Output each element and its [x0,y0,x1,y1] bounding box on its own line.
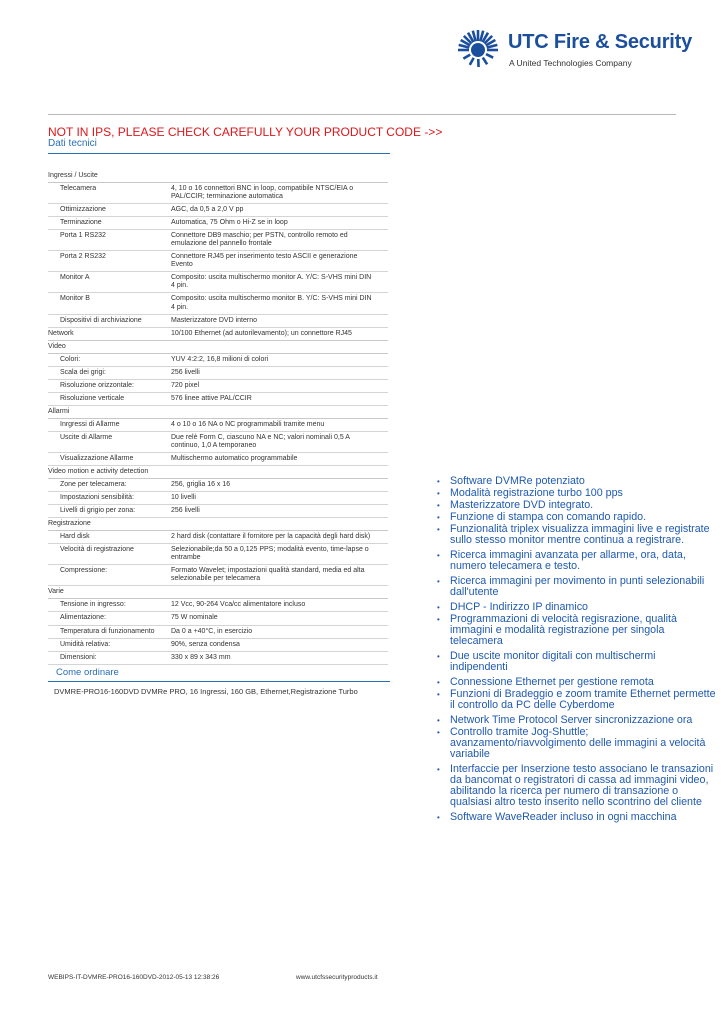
spec-value: 256, griglia 16 x 16 [171,481,231,489]
spec-value: AGC, da 0,5 a 2,0 V pp [171,206,244,214]
spec-row [48,419,388,432]
spec-label: Inrgressi di Allarme [60,420,120,428]
feature-text: Programmazioni di velocità regisrazione, qualità immagini e modalità registrazione per singola telecamera [450,613,677,647]
spec-row [48,505,388,518]
company-logo [456,26,693,72]
spec-value: 330 x 89 x 343 mm [171,653,231,661]
spec-value: 75 W nominale [171,614,218,622]
feature-text: Connessione Ethernet per gestione remota [450,676,654,688]
bullet-icon: • [437,525,440,534]
spec-group-title: Video [48,341,388,354]
spec-label: Visualizzazione Allarme [60,454,134,462]
spec-value: 10 livelli [171,494,196,502]
spec-row [48,626,388,639]
spec-value: Connettore RJ45 per inserimento testo ASCII e generazione Evento [171,253,358,269]
bullet-icon: • [437,603,440,612]
product-code-warning: NOT IN IPS, PLEASE CHECK CAREFULLY YOUR PRODUCT CODE ->> [48,125,443,139]
ordering-description: DVMRe PRO, 16 Ingressi, 160 GB, Ethernet,Registrazione Turbo [141,687,358,696]
footer-document-id: WEBIPS-IT-DVMRE-PRO16-160DVD-2012-05-13 12:38:26 [48,974,220,981]
feature-item [434,614,716,647]
spec-value: 720 pixel [171,381,200,389]
spec-label: Zone per telecamera: [60,481,127,489]
header-divider [48,114,676,115]
spec-label: Ottimizzazione [60,206,106,214]
spec-row [48,293,388,314]
spec-row [48,354,388,367]
spec-value: Composito: uscita multischermo monitor B. Y/C: S-VHS mini DIN 4 pin. [171,295,372,311]
bullet-icon: • [437,765,440,774]
spec-label: Risoluzione orizzontale: [60,381,134,389]
spec-row [48,565,388,586]
spec-value: 12 Vcc, 90-264 Vca/cc alimentatore incluso [171,601,306,609]
spec-label: Dispositivi di archiviazione [60,316,142,324]
spec-label: Compressione: [60,567,108,575]
spec-row [48,367,388,380]
ordering-code: DVMRE-PRO16-160DVD [54,687,140,696]
spec-value: 90%, senza condensa [171,640,240,648]
spec-group-title: Ingressi / Uscite [48,170,388,183]
ordering-divider [48,681,390,682]
feature-text: Software WaveReader incluso in ogni macchina [450,811,677,823]
spec-value: 4, 10 o 16 connettori BNC in loop, compatibile NTSC/EIA o PAL/CCIR; terminazione automatica [171,185,354,201]
bullet-icon: • [437,690,440,699]
spec-label: Alimentazione: [60,614,106,622]
spec-value: YUV 4:2:2, 16,8 milioni di colori [171,355,269,363]
spec-value: 256 livelli [171,507,200,515]
feature-text: Controllo tramite Jog-Shuttle; avanzamento/riavvolgimento delle immagini a velocità variabile [450,726,706,760]
spec-row-network [48,328,388,341]
feature-text: DHCP - Indirizzo IP dinamico [450,601,588,613]
feature-item [434,689,716,711]
brand-tagline: A United Technologies Company [509,58,632,68]
spec-value: Due relè Form C, ciascuno NA e NC; valori nominali 0,5 A continuo, 1,0 A temporaneo [171,433,350,449]
emblem-ray [486,54,493,58]
spec-group-title: Varie [48,586,388,599]
brand-name: UTC Fire & Security [508,31,693,53]
spec-label: Velocità di registrazione [60,546,134,554]
spec-label: Scala dei grigi: [60,368,106,376]
feature-text: Modalità registrazione turbo 100 pps [450,487,623,499]
ordering-title: Come ordinare [56,667,119,678]
spec-row [48,432,388,453]
feature-text: Network Time Protocol Server sincronizzazione ora [450,714,693,726]
bullet-icon: • [437,577,440,586]
spec-value: Automatica, 75 Ohm o Hi-Z se in loop [171,219,288,227]
spec-label: Telecamera [60,185,97,192]
feature-item [434,476,716,487]
bullet-icon: • [437,477,440,486]
spec-group-title: Network [48,329,74,337]
bullet-icon: • [437,678,440,687]
spec-label: Porta 2 RS232 [60,253,106,261]
feature-list [434,476,716,824]
spec-label: Porta 1 RS232 [60,232,106,240]
feature-item [434,576,716,598]
feature-item [434,602,716,613]
feature-item [434,715,716,726]
spec-label: Terminazione [60,219,102,227]
feature-item [434,651,716,673]
spec-row [48,544,388,565]
spec-label: Temperatura di funzionamento [60,627,155,635]
spec-row [48,204,388,217]
spec-group-title: Allarmi [48,406,388,419]
feature-item [434,524,716,546]
spec-row [48,217,388,230]
spec-label: Risoluzione verticale [60,394,125,402]
spec-value: 576 linee attive PAL/CCIR [171,394,252,402]
feature-item [434,812,716,823]
spec-row [48,393,388,406]
spec-value: 4 o 10 o 16 NA o NC programmabili tramite menu [171,420,325,428]
bullet-icon: • [437,489,440,498]
feature-text: Interfaccie per Inserzione testo associano le transazioni da bancomat o registratori di cassa ad immagini video, abilitando la ricerca per numero di transazione o qualsiasi altro testo inserito nello scontrino del cliente [450,763,714,808]
bullet-icon: • [437,728,440,737]
spec-value: Formato Wavelet; impostazioni qualità standard, media ed alta selezionabile per telecamera [171,567,365,583]
feature-text: Funzione di stampa con comando rapido. [450,511,647,523]
feature-text: Funzionalità triplex visualizza immagini live e registrate sullo stesso monitor mentre continua a registrare. [450,523,710,546]
spec-label: Tensione in ingresso: [60,601,126,609]
spec-row [48,183,388,204]
spec-label: Umidità relativa: [60,640,111,648]
feature-item [434,512,716,523]
spec-row [48,612,388,625]
spec-group-title: Registrazione [48,518,388,531]
spec-row [48,380,388,393]
spec-row [48,599,388,612]
bullet-icon: • [437,716,440,725]
feature-text: Ricerca immagini avanzata per allarme, ora, data, numero telecamera e testo. [450,549,686,572]
spec-label: Impostazioni sensibilità: [60,494,134,502]
feature-item [434,677,716,688]
spec-row [48,453,388,466]
spec-value: 2 hard disk (contattare il fornitore per la capacità degli hard disk) [171,533,371,541]
spec-label: Dimensioni: [60,653,97,661]
bullet-icon: • [437,615,440,624]
spec-label: Uscite di Allarme [60,433,113,441]
emblem-ray [470,58,474,65]
feature-text: Masterizzatore DVD integrato. [450,499,594,511]
feature-item [434,500,716,511]
spec-label: Livelli di grigio per zona: [60,507,136,515]
spec-value: Selezionabile;da 50 a 0,125 PPS; modalità evento, time-lapse o entrambe [171,546,369,562]
bullet-icon: • [437,513,440,522]
feature-text: Software DVMRe potenziato [450,475,585,487]
feature-item [434,550,716,572]
bullet-icon: • [437,501,440,510]
feature-text: Ricerca immagini per movimento in punti selezionabili dall'utente [450,575,705,598]
spec-row [48,230,388,251]
spec-row [48,315,388,328]
spec-row [48,492,388,505]
emblem-ray [463,55,470,59]
emblem-ray [483,58,487,65]
spec-group-title: Video motion e activity detection [48,466,388,479]
spec-value: Da 0 a +40°C, in esercizio [171,627,253,635]
bullet-icon: • [437,551,440,560]
spec-row [48,272,388,293]
feature-text: Due uscite monitor digitali con multischermi indipendenti [450,650,656,673]
feature-text: Funzioni di Bradeggio e zoom tramite Ethernet permette il controllo da PC delle Cyberdome [450,688,716,711]
spec-row [48,652,388,665]
spec-row [48,639,388,652]
spec-value: Multischermo automatico programmabile [171,454,298,462]
spec-row [48,531,388,544]
footer-website: www.utcfssecurityproducts.it [296,974,378,981]
bullet-icon: • [437,652,440,661]
spec-value: Masterizzatore DVD interno [171,316,257,324]
spec-label: Colori: [60,355,81,363]
spec-value: 10/100 Ethernet (ad autorilevamento); un connettore RJ45 [171,329,352,337]
specs-table [48,170,388,665]
section-divider [48,153,390,154]
spec-value: Composito: uscita multischermo monitor A. Y/C: S-VHS mini DIN 4 pin. [171,274,372,290]
spec-label: Hard disk [60,533,90,541]
feature-item [434,727,716,760]
spec-label: Monitor B [60,295,90,303]
spec-label: Monitor A [60,274,90,282]
spec-value: Connettore DB9 maschio; per PSTN, controllo remoto ed emulazione del pannello frontale [171,232,348,248]
spec-row [48,251,388,272]
spec-value: 256 livelli [171,368,200,376]
feature-item [434,488,716,499]
utc-emblem-icon [456,26,500,70]
section-title-specs: Dati tecnici [48,138,97,149]
spec-row [48,479,388,492]
feature-item [434,764,716,808]
bullet-icon: • [437,813,440,822]
